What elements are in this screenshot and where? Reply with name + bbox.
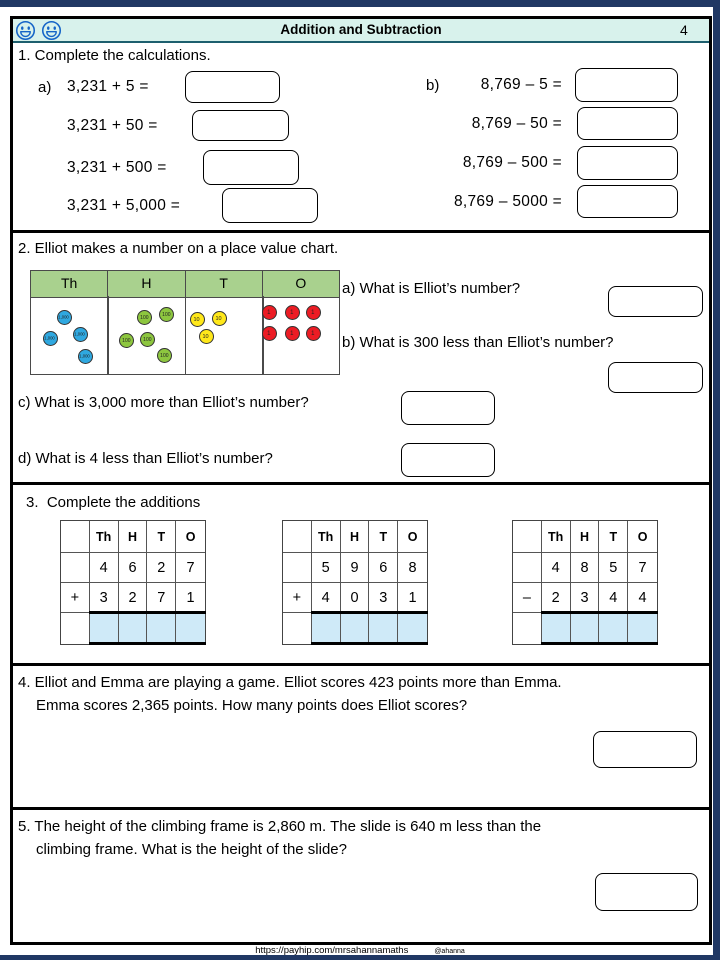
answer-box[interactable] — [577, 185, 678, 218]
question-4-line2: Emma scores 2,365 points. How many points does Elliot scores? — [36, 697, 468, 714]
grid-cell: 9 — [341, 553, 370, 583]
answer-box[interactable] — [577, 146, 678, 180]
answer-cell[interactable] — [628, 613, 657, 643]
grid-cell: + — [283, 583, 312, 613]
answer-box[interactable] — [185, 71, 280, 103]
question-1-title: 1. Complete the calculations. — [18, 47, 211, 64]
grid-cell: – — [513, 583, 542, 613]
equation-text: 8,769 – 500 = — [462, 154, 562, 171]
place-value-header-cell: T — [186, 271, 263, 297]
place-value-counter — [262, 326, 277, 341]
answer-box[interactable] — [608, 286, 703, 317]
grid-cell: 7 — [628, 553, 657, 583]
place-value-counter — [190, 312, 205, 327]
grid-cell: 4 — [312, 583, 341, 613]
grid-cell: Th — [312, 521, 341, 553]
answer-cell[interactable] — [341, 613, 370, 643]
counter-value-label: 1 — [267, 308, 271, 316]
equals-bar-bottom — [89, 642, 206, 645]
grid-cell: 1 — [176, 583, 205, 613]
grid-cell: 1 — [398, 583, 427, 613]
answer-cell[interactable] — [312, 613, 341, 643]
answer-cell[interactable] — [599, 613, 628, 643]
grid-cell: 2 — [542, 583, 571, 613]
answer-box[interactable] — [222, 188, 318, 223]
equation-text: 3,231 + 500 = — [67, 159, 167, 176]
place-value-counter — [306, 326, 321, 341]
page-border-right — [713, 0, 720, 960]
grid-cell: H — [119, 521, 148, 553]
grid-cell: O — [398, 521, 427, 553]
grid-cell: 5 — [312, 553, 341, 583]
answer-cell[interactable] — [571, 613, 600, 643]
place-value-counter — [43, 331, 58, 346]
place-value-counter — [157, 348, 172, 363]
equation-text: 3,231 + 5 = — [67, 78, 149, 95]
grid-cell: 3 — [571, 583, 600, 613]
grid-cell: T — [369, 521, 398, 553]
counter-value-label: 100 — [121, 337, 131, 343]
equals-bar-top — [541, 611, 658, 614]
grid-cell: 8 — [571, 553, 600, 583]
question-4-line1: 4. Elliot and Emma are playing a game. Elliot scores 423 points more than Emma. — [18, 674, 562, 691]
grid-cell: 4 — [628, 583, 657, 613]
footer-url: https://payhip.com/mrsahannamaths — [255, 945, 409, 956]
answer-box[interactable] — [401, 443, 495, 477]
question-2a-text: a) What is Elliot’s number? — [342, 280, 521, 297]
counter-value-label: 1,000 — [74, 331, 86, 337]
grid-cell: 2 — [147, 553, 176, 583]
counter-value-label: 1 — [267, 329, 271, 337]
place-value-header-cell: Th — [31, 271, 108, 297]
place-value-counter — [285, 305, 300, 320]
section-divider — [13, 482, 709, 485]
answer-cell[interactable] — [147, 613, 176, 643]
grid-cell — [61, 613, 90, 643]
counter-value-label: 1,000 — [44, 335, 56, 341]
grid-cell: 7 — [147, 583, 176, 613]
page-border-top — [0, 0, 720, 7]
section-divider — [13, 230, 709, 233]
grid-cell: H — [571, 521, 600, 553]
grid-cell: T — [147, 521, 176, 553]
answer-box[interactable] — [577, 107, 678, 140]
place-value-counter — [262, 305, 277, 320]
grid-cell — [513, 613, 542, 643]
section-divider — [13, 663, 709, 666]
question-2d-text: d) What is 4 less than Elliot’s number? — [18, 450, 273, 467]
grid-cell: Th — [542, 521, 571, 553]
footer — [0, 945, 720, 956]
answer-box[interactable] — [595, 873, 698, 911]
footer-handle: @ahanna — [434, 948, 465, 955]
place-value-chart — [30, 270, 340, 375]
place-value-counter — [199, 329, 214, 344]
part-b-label: b) — [426, 77, 440, 94]
place-value-counter — [306, 305, 321, 320]
counter-value-label: 100 — [159, 352, 169, 358]
grid-cell: 2 — [119, 583, 148, 613]
grid-cell — [61, 553, 90, 583]
counter-value-label: 100 — [142, 336, 152, 342]
grid-cell: + — [61, 583, 90, 613]
answer-box[interactable] — [192, 110, 289, 141]
grid-cell: 0 — [341, 583, 370, 613]
counter-value-label: 10 — [202, 332, 210, 340]
answer-box[interactable] — [203, 150, 299, 185]
column-calculation-grid — [60, 520, 206, 645]
grid-cell — [283, 613, 312, 643]
answer-cell[interactable] — [119, 613, 148, 643]
place-value-counter — [119, 333, 134, 348]
grid-cell — [513, 521, 542, 553]
place-value-header-cell: H — [108, 271, 185, 297]
equals-bar-bottom — [541, 642, 658, 645]
place-value-counter — [137, 310, 152, 325]
question-5-line2: climbing frame. What is the height of the slide? — [36, 841, 347, 858]
question-5-line1: 5. The height of the climbing frame is 2,860 m. The slide is 640 m less than the — [18, 818, 542, 835]
answer-cell[interactable] — [398, 613, 427, 643]
equals-bar-top — [311, 611, 428, 614]
equation-text: 3,231 + 5,000 = — [67, 197, 181, 214]
counter-value-label: 100 — [161, 311, 171, 317]
place-value-counter — [212, 311, 227, 326]
grid-cell: 6 — [119, 553, 148, 583]
section-divider — [13, 807, 709, 810]
counter-value-label: 1 — [311, 329, 315, 337]
place-value-counter — [159, 307, 174, 322]
equals-bar-bottom — [311, 642, 428, 645]
grid-cell: 8 — [398, 553, 427, 583]
place-value-counter — [140, 332, 155, 347]
question-2-title: 2. Elliot makes a number on a place value chart. — [18, 240, 339, 257]
place-value-counter — [285, 326, 300, 341]
grid-cell: 4 — [599, 583, 628, 613]
counter-value-label: 10 — [215, 314, 223, 322]
answer-box[interactable] — [593, 731, 697, 768]
counter-value-label: 1,000 — [58, 314, 70, 320]
grid-cell: Th — [90, 521, 119, 553]
equation-text: 8,769 – 50 = — [471, 115, 562, 132]
counter-value-label: 1 — [311, 308, 315, 316]
grid-cell: 4 — [542, 553, 571, 583]
worksheet-title: Addition and Subtraction — [280, 22, 442, 37]
counter-value-label: 100 — [139, 314, 149, 320]
answer-cell[interactable] — [90, 613, 119, 643]
question-2b-text: b) What is 300 less than Elliot’s number? — [342, 334, 614, 351]
question-3-title: 3. Complete the additions — [26, 494, 201, 511]
equation-text: 8,769 – 5000 = — [453, 193, 562, 210]
place-value-counter — [57, 310, 72, 325]
equation-text: 3,231 + 50 = — [67, 117, 158, 134]
equals-bar-top — [89, 611, 206, 614]
answer-cell[interactable] — [369, 613, 398, 643]
grid-cell — [61, 521, 90, 553]
column-calculation-grid — [512, 520, 658, 645]
question-2c-text: c) What is 3,000 more than Elliot’s number? — [18, 394, 309, 411]
grid-cell: O — [628, 521, 657, 553]
answer-cell[interactable] — [542, 613, 571, 643]
grid-cell — [283, 521, 312, 553]
grid-cell: 6 — [369, 553, 398, 583]
column-calculation-grid — [282, 520, 428, 645]
answer-box[interactable] — [575, 68, 678, 102]
grid-cell: 5 — [599, 553, 628, 583]
grid-cell — [513, 553, 542, 583]
answer-cell[interactable] — [176, 613, 205, 643]
grid-cell: 7 — [176, 553, 205, 583]
counter-value-label: 1 — [290, 308, 294, 316]
place-value-counter — [73, 327, 88, 342]
grid-cell — [283, 553, 312, 583]
counter-value-label: 10 — [193, 315, 201, 323]
grid-cell: T — [599, 521, 628, 553]
grid-cell: 4 — [90, 553, 119, 583]
place-value-counter — [78, 349, 93, 364]
equation-text: 8,769 – 5 = — [480, 76, 562, 93]
answer-box[interactable] — [401, 391, 495, 425]
place-value-header-cell: O — [295, 275, 307, 291]
grid-cell: H — [341, 521, 370, 553]
part-a-label: a) — [38, 79, 52, 96]
grid-cell: 3 — [369, 583, 398, 613]
grid-cell: 3 — [90, 583, 119, 613]
counter-value-label: 1,000 — [79, 353, 91, 359]
counter-value-label: 1 — [290, 329, 294, 337]
page-number: 4 — [680, 22, 688, 38]
grid-cell: O — [176, 521, 205, 553]
answer-box[interactable] — [608, 362, 703, 393]
